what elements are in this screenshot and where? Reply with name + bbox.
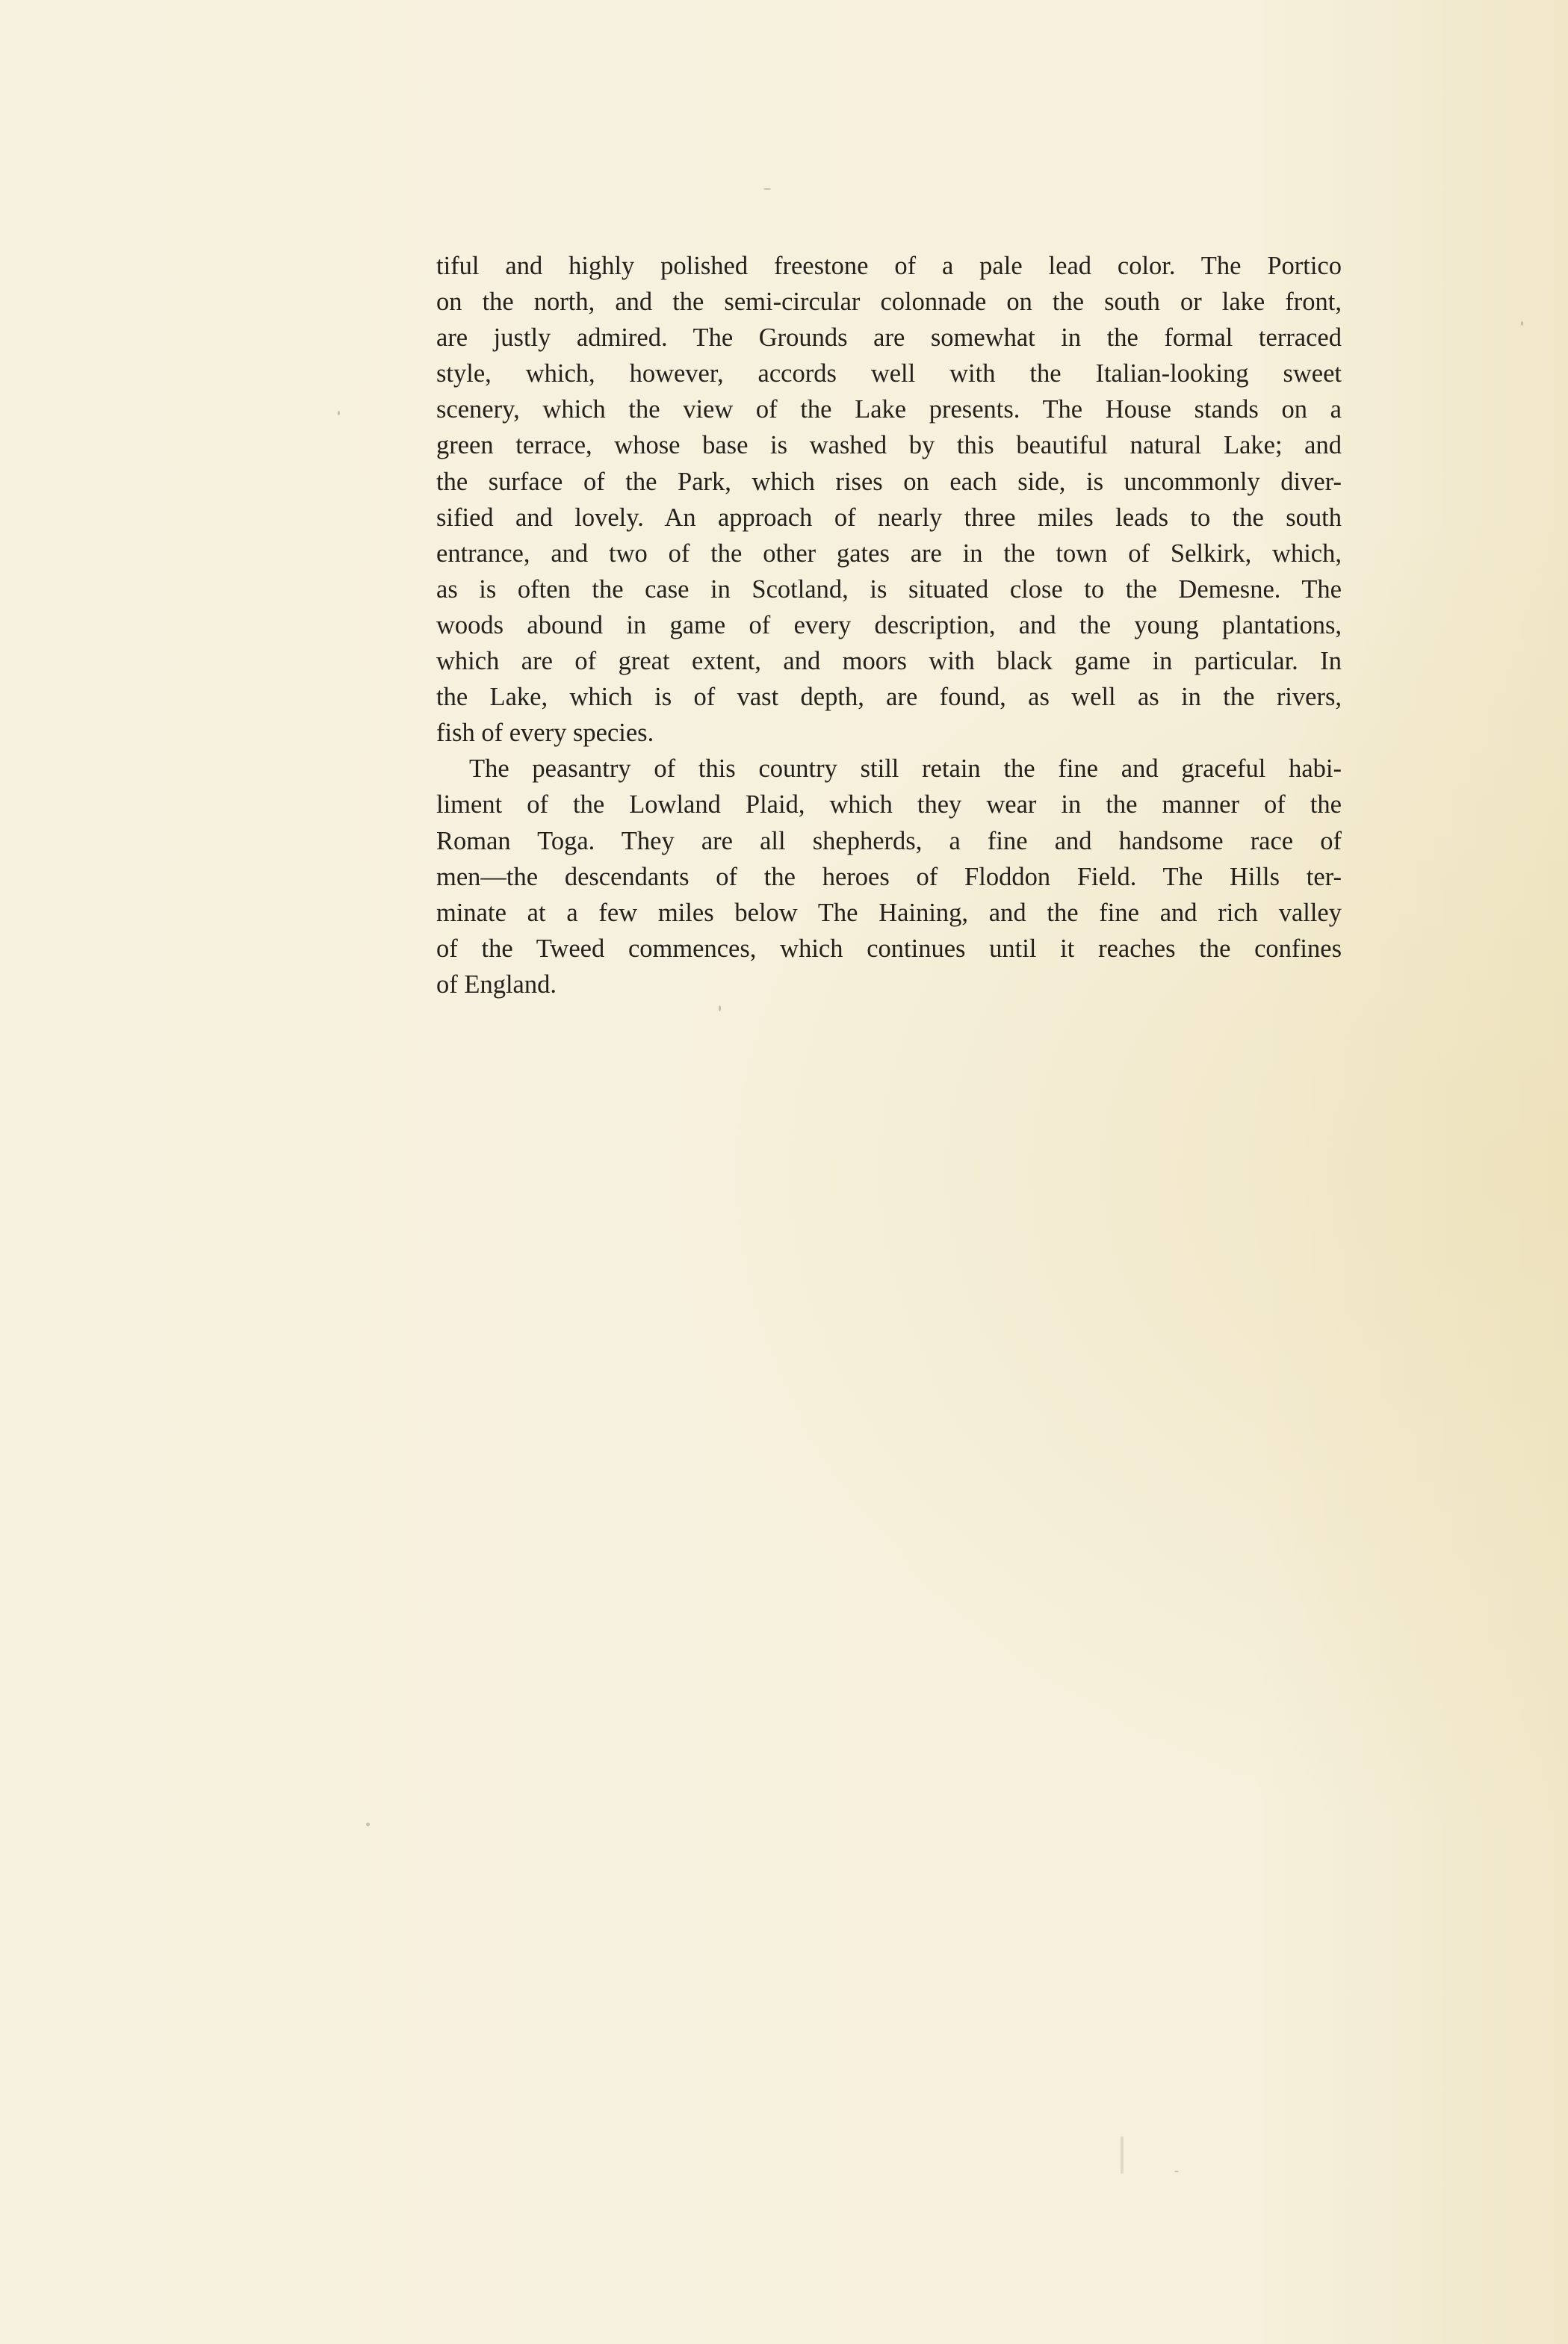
text-line: the surface of the Park, which rises on each side, is uncommonly diver- [436, 467, 1342, 496]
text-line: style, which, however, accords well with the Italian-looking sweet [436, 359, 1342, 388]
text-line: on the north, and the semi-circular colonnade on the south or lake front, [436, 288, 1342, 317]
text-line: The peasantry of this country still retain the fine and graceful habi- [469, 754, 1342, 784]
text-line: minate at a few miles below The Haining, and the fine and rich valley [436, 898, 1342, 927]
text-line: as is often the case in Scotland, is situated close to the Demesne. The [436, 574, 1342, 604]
text-line: tiful and highly polished freestone of a pale lead color. The Portico [436, 252, 1342, 280]
text-line: of the Tweed commences, which continues until it reaches the confines [436, 934, 1342, 963]
text-line: which are of great extent, and moors with black game in particular. In [436, 647, 1342, 676]
text-line: are justly admired. The Grounds are somewhat in the formal terraced [436, 323, 1342, 353]
paragraph-1 [436, 248, 1342, 751]
paper-speck [719, 1005, 721, 1011]
text-line: the Lake, which is of vast depth, are found, as well as in the rivers, [436, 683, 1342, 712]
text-line: Roman Toga. They are all shepherds, a fine and handsome race of [436, 826, 1342, 855]
paper-speck [1174, 2171, 1179, 2172]
body-text [436, 248, 1342, 1002]
paper-speck [1121, 2136, 1124, 2174]
text-line: of England. [436, 970, 557, 999]
text-line: fish of every species. [436, 719, 654, 748]
paper-speck [1521, 321, 1523, 326]
text-line: men—the descendants of the heroes of Floddon Field. The Hills ter- [436, 862, 1342, 891]
paper-speck [366, 1823, 370, 1826]
text-line: entrance, and two of the other gates are in the town of Selkirk, which, [436, 539, 1342, 568]
paper-speck [763, 188, 771, 190]
text-line: scenery, which the view of the Lake presents. The House stands on a [436, 395, 1342, 424]
paper-speck [338, 411, 340, 415]
paragraph-2 [436, 751, 1342, 1002]
text-line: liment of the Lowland Plaid, which they wear in the manner of the [436, 790, 1342, 819]
text-line: green terrace, whose base is washed by this beautiful natural Lake; and [436, 431, 1342, 460]
text-line: woods abound in game of every description, and the young plantations, [436, 610, 1342, 639]
text-line: sified and lovely. An approach of nearly three miles leads to the south [436, 503, 1342, 532]
